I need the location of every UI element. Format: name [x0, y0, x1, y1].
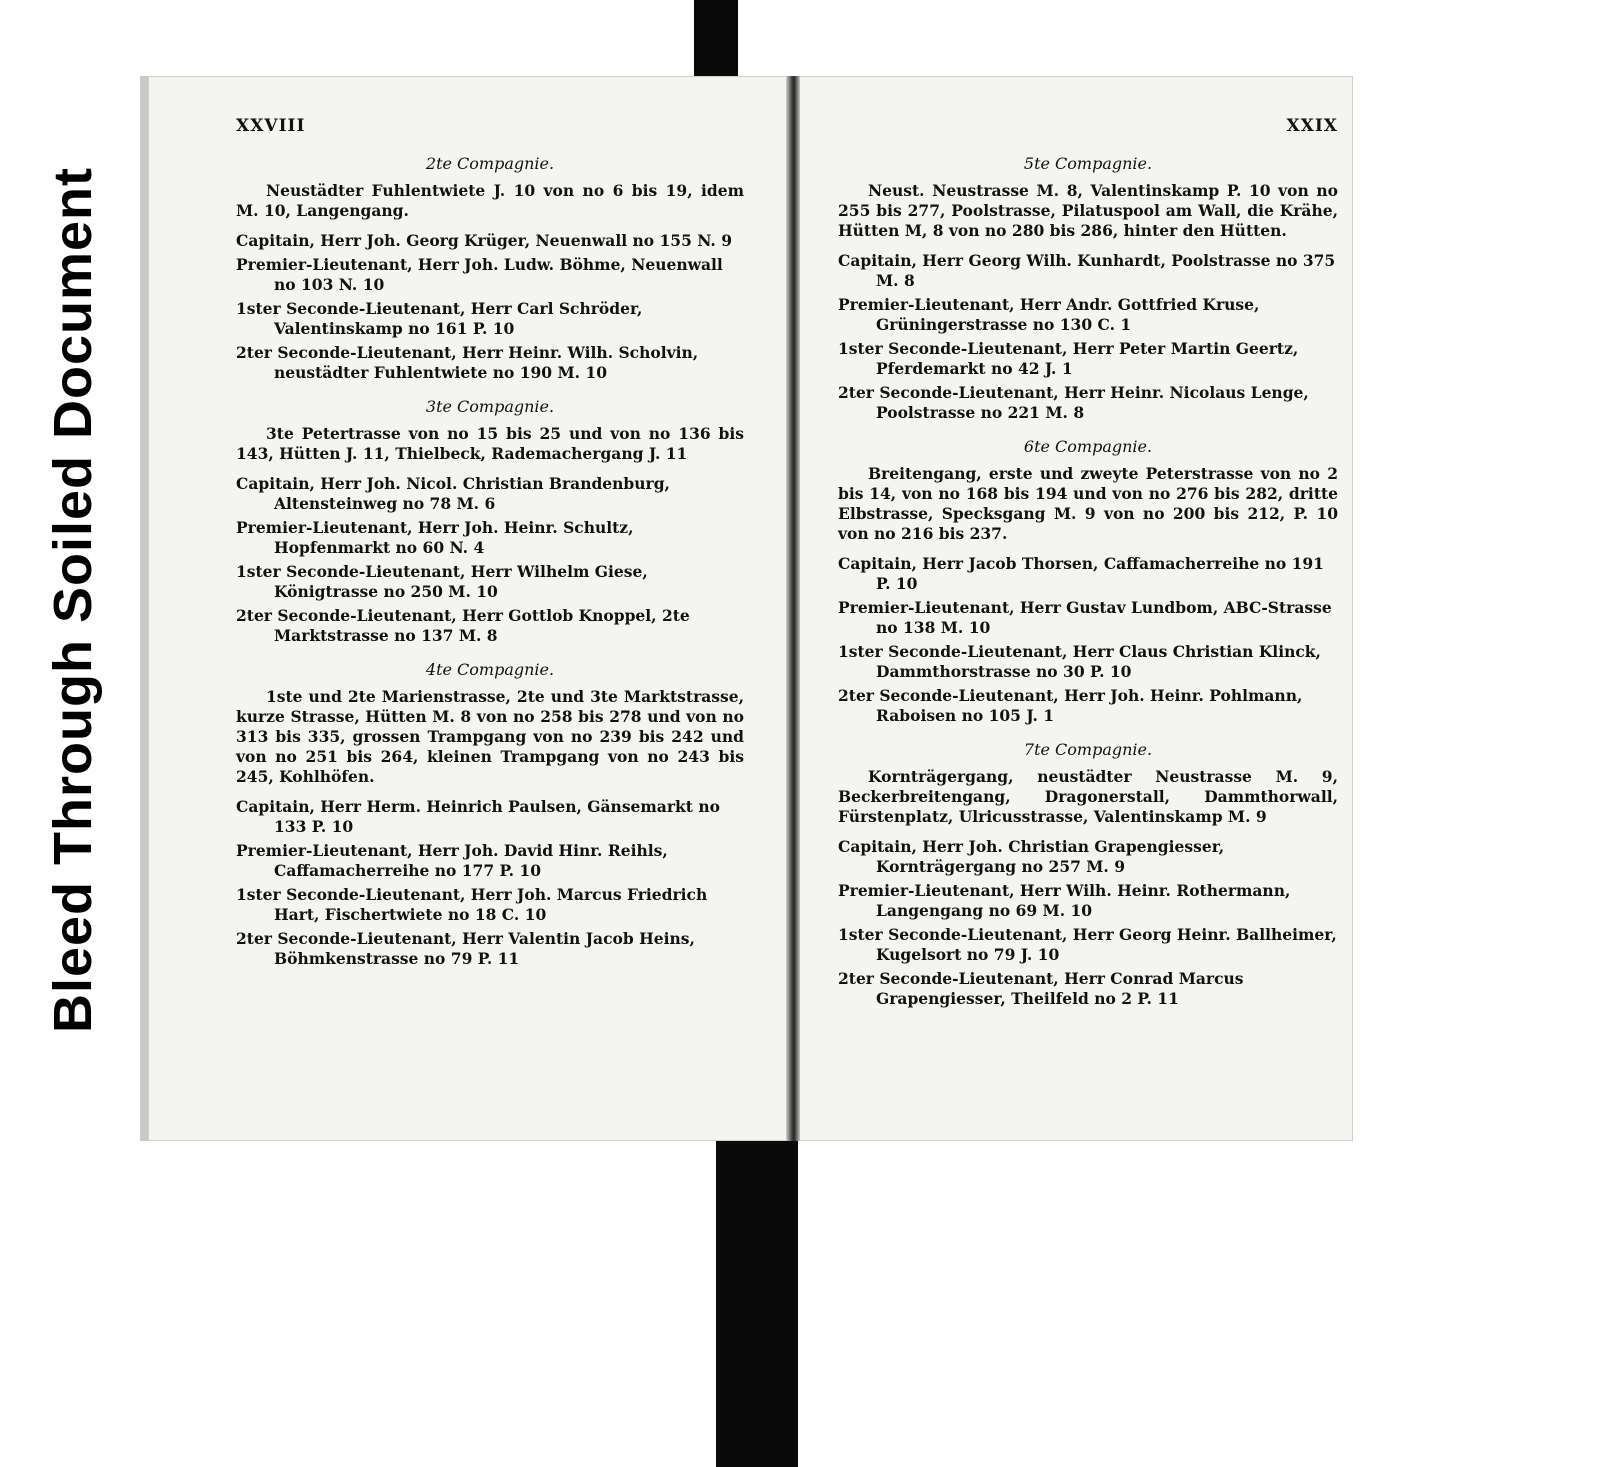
open-book — [140, 76, 1353, 1141]
company-heading: 3te Compagnie. — [425, 397, 555, 416]
company-section — [236, 154, 744, 383]
officer-entry: 1ster Seconde-Lieutenant, Herr Carl Schröder, Valentinskamp no 161 P. 10 — [236, 299, 643, 338]
district-text: Breitengang, erste und zweyte Peterstrasse von no 2 bis 14, von no 168 bis 194 und von no 276 bis 282, dritte Elbstrasse, Specksgang M. 9 von no 200 bis 212, P. 10 von no 216 bis 237. — [838, 464, 1338, 543]
officer-entry: 1ster Seconde-Lieutenant, Herr Claus Christian Klinck, Dammthorstrasse no 30 P. 10 — [838, 642, 1321, 681]
book-spine — [786, 76, 800, 1141]
officer-entry: 2ter Seconde-Lieutenant, Herr Joh. Heinr. Pohlmann, Raboisen no 105 J. 1 — [838, 686, 1303, 725]
company-section — [838, 740, 1338, 1009]
district-text: 3te Petertrasse von no 15 bis 25 und von no 136 bis 143, Hütten J. 11, Thielbeck, Rademachergang J. 11 — [236, 424, 744, 463]
officer-entry: Capitain, Herr Jacob Thorsen, Caffamacherreihe no 191 P. 10 — [838, 554, 1324, 593]
company-heading: 7te Compagnie. — [1023, 740, 1153, 759]
officer-entry: Premier-Lieutenant, Herr Joh. David Hinr. Reihls, Caffamacherreihe no 177 P. 10 — [236, 841, 668, 880]
officer-entry: 1ster Seconde-Lieutenant, Herr Georg Heinr. Ballheimer, Kugelsort no 79 J. 10 — [838, 925, 1337, 964]
officer-entry: Capitain, Herr Joh. Georg Krüger, Neuenwall no 155 N. 9 — [236, 231, 732, 250]
scanner-gutter-bottom — [716, 1138, 798, 1467]
district-text: Neustädter Fuhlentwiete J. 10 von no 6 bis 19, idem M. 10, Langengang. — [236, 181, 744, 220]
officer-entry: 1ster Seconde-Lieutenant, Herr Peter Martin Geertz, Pferdemarkt no 42 J. 1 — [838, 339, 1299, 378]
company-heading: 5te Compagnie. — [1023, 154, 1153, 173]
district-text: Neust. Neustrasse M. 8, Valentinskamp P. 10 von no 255 bis 277, Poolstrasse, Pilatuspool am Wall, die Krähe, Hütten M, 8 von no 280 bis 286, hinter den Hütten. — [838, 181, 1338, 240]
officer-entry: Capitain, Herr Georg Wilh. Kunhardt, Poolstrasse no 375 M. 8 — [838, 251, 1336, 290]
officer-entry: 2ter Seconde-Lieutenant, Herr Heinr. Nicolaus Lenge, Poolstrasse no 221 M. 8 — [838, 383, 1309, 422]
officer-entry: Premier-Lieutenant, Herr Joh. Ludw. Böhme, Neuenwall no 103 N. 10 — [236, 255, 723, 294]
district-text: 1ste und 2te Marienstrasse, 2te und 3te Marktstrasse, kurze Strasse, Hütten M. 8 von no 258 bis 278 und von no 313 bis 335, grossen Trampgang von no 239 bis 242 und von no 251 bis 264, kleinen Trampgang von no 243 bis 245, Kohlhöfen. — [236, 687, 744, 786]
right-page — [838, 116, 1338, 1121]
company-section — [236, 660, 744, 969]
company-section — [838, 437, 1338, 726]
officer-entry: Capitain, Herr Joh. Christian Grapengiesser, Kornträgergang no 257 M. 9 — [838, 837, 1225, 876]
officer-entry: 1ster Seconde-Lieutenant, Herr Joh. Marcus Friedrich Hart, Fischertwiete no 18 C. 10 — [236, 885, 708, 924]
side-label-text: Bleed Through Soiled Document — [43, 166, 103, 1034]
officer-entry: 2ter Seconde-Lieutenant, Herr Heinr. Wilh. Scholvin, neustädter Fuhlentwiete no 190 M. 10 — [236, 343, 699, 382]
page-number-left: XXVIII — [236, 116, 306, 136]
officer-entry: Capitain, Herr Herm. Heinrich Paulsen, Gänsemarkt no 133 P. 10 — [236, 797, 720, 836]
page-number-right: XXIX — [1286, 116, 1338, 136]
company-heading: 4te Compagnie. — [425, 660, 555, 679]
district-text: Kornträgergang, neustädter Neustrasse M. 9, Beckerbreitengang, Dragonerstall, Dammthorwall, Fürstenplatz, Ulricusstrasse, Valentinskamp M. 9 — [838, 767, 1338, 826]
officer-entry: Premier-Lieutenant, Herr Gustav Lundbom, ABC-Strasse no 138 M. 10 — [838, 598, 1332, 637]
company-heading: 6te Compagnie. — [1023, 437, 1153, 456]
officer-entry: 2ter Seconde-Lieutenant, Herr Conrad Marcus Grapengiesser, Theilfeld no 2 P. 11 — [838, 969, 1244, 1008]
company-section — [236, 397, 744, 646]
officer-entry: 2ter Seconde-Lieutenant, Herr Gottlob Knoppel, 2te Marktstrasse no 137 M. 8 — [236, 606, 690, 645]
left-page — [236, 116, 744, 1121]
officer-entry: Capitain, Herr Joh. Nicol. Christian Brandenburg, Altensteinweg no 78 M. 6 — [236, 474, 670, 513]
company-section — [838, 154, 1338, 423]
officer-entry: 1ster Seconde-Lieutenant, Herr Wilhelm Giese, Königtrasse no 250 M. 10 — [236, 562, 648, 601]
side-label — [18, 100, 128, 1100]
officer-entry: Premier-Lieutenant, Herr Joh. Heinr. Schultz, Hopfenmarkt no 60 N. 4 — [236, 518, 634, 557]
officer-entry: Premier-Lieutenant, Herr Wilh. Heinr. Rothermann, Langengang no 69 M. 10 — [838, 881, 1291, 920]
scanner-gutter-top — [694, 0, 738, 82]
company-heading: 2te Compagnie. — [425, 154, 555, 173]
officer-entry: Premier-Lieutenant, Herr Andr. Gottfried Kruse, Grüningerstrasse no 130 C. 1 — [838, 295, 1260, 334]
officer-entry: 2ter Seconde-Lieutenant, Herr Valentin Jacob Heins, Böhmkenstrasse no 79 P. 11 — [236, 929, 695, 968]
